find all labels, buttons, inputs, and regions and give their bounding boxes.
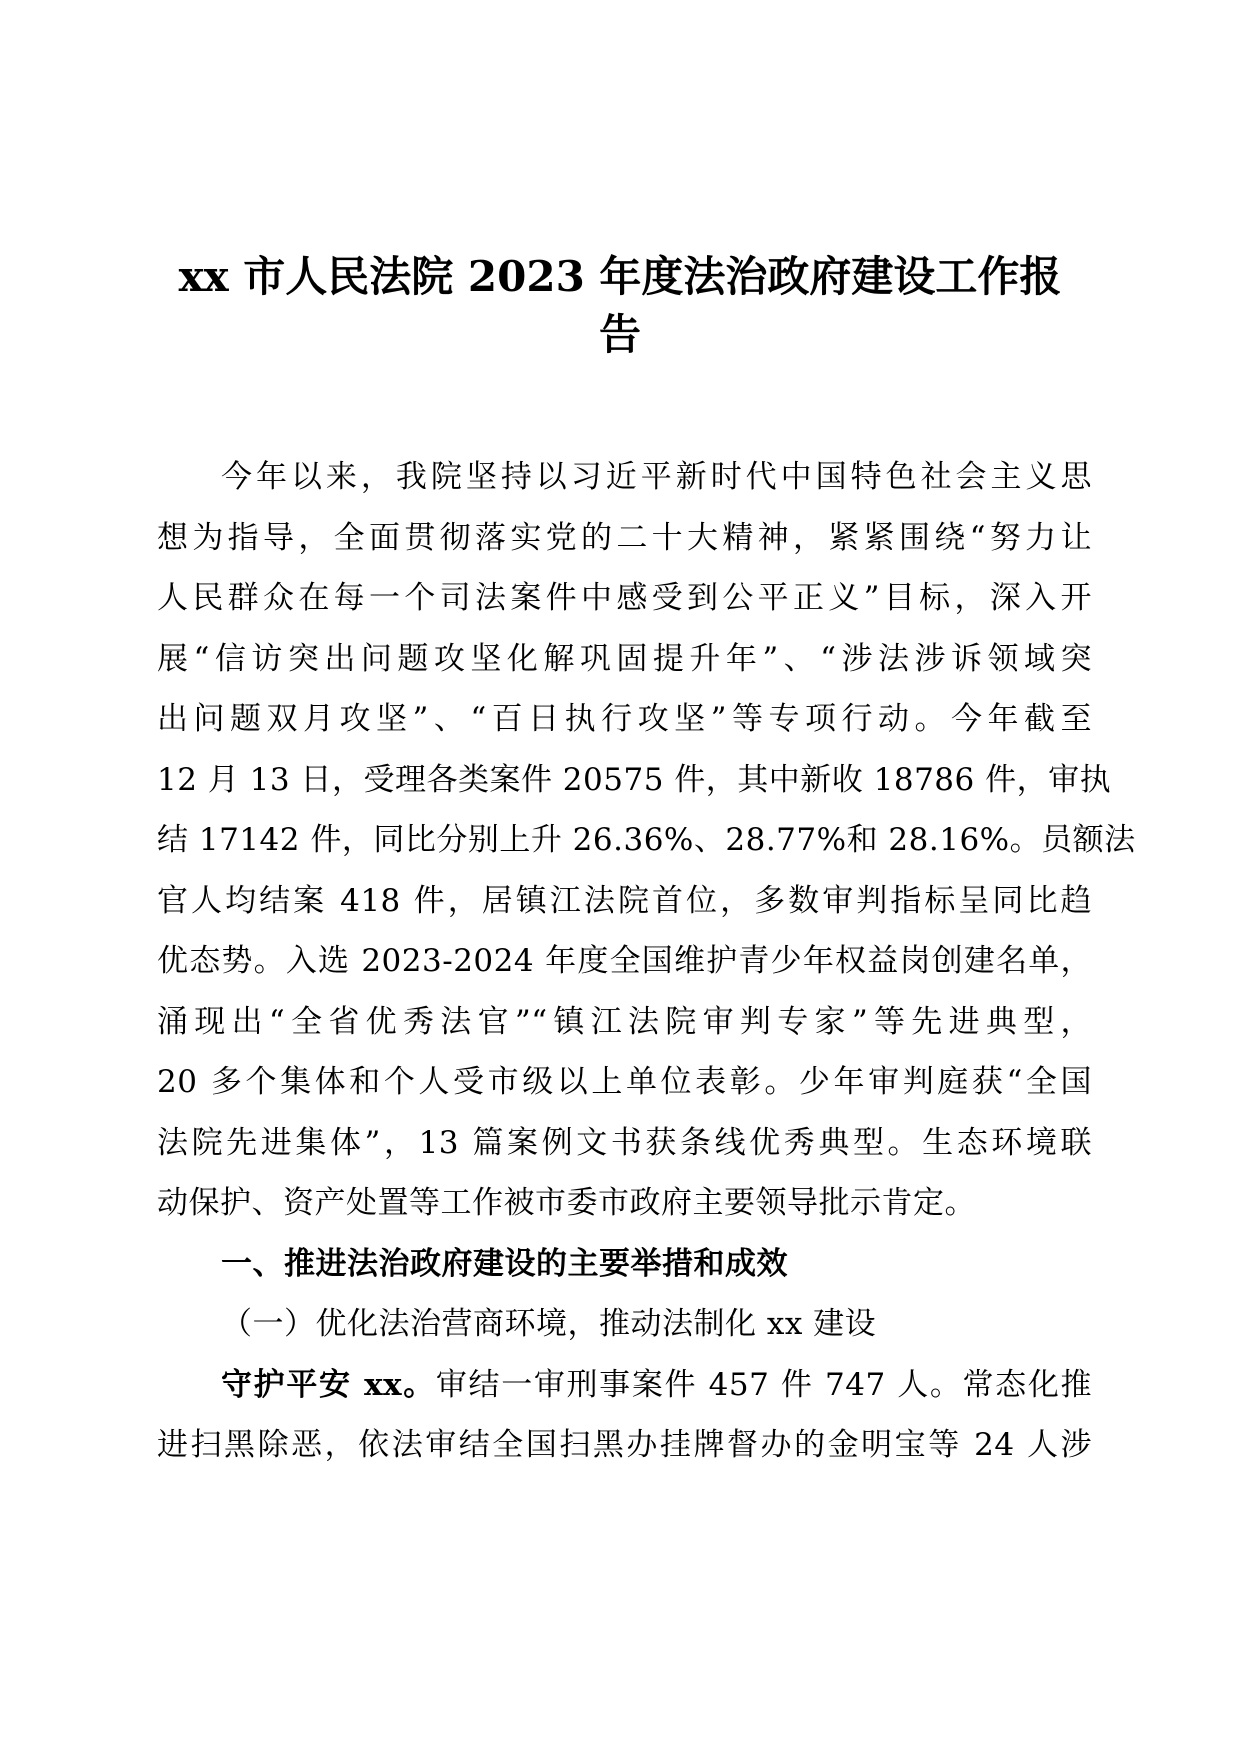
title-line-1: xx 市人民法院 2023 年度法治政府建设工作报 — [178, 252, 1062, 301]
document-title — [140, 248, 1100, 364]
paragraph-1-line: 12 月 13 日，受理各类案件 20575 件，其中新收 18786 件，审执 — [157, 761, 1112, 798]
subsection-heading-1: （一）优化法治营商环境，推动法制化 xx 建设 — [221, 1306, 877, 1342]
paragraph-1-line: 出问题双月攻坚”、“百日执行攻坚”等专项行动。今年截至 — [157, 701, 1092, 737]
paragraph-1-line: 20 多个集体和个人受市级以上单位表彰。少年审判庭获“全国 — [157, 1064, 1092, 1100]
paragraph-1-line: 动保护、资产处置等工作被市委市政府主要领导批示肯定。 — [157, 1185, 976, 1221]
paragraph-2-line — [157, 1355, 1092, 1416]
title-line-2: 告 — [598, 310, 641, 359]
paragraph-1-line: 今年以来，我院坚持以习近平新时代中国特色社会主义思 — [221, 459, 1092, 495]
paragraph-1-line: 官人均结案 418 件，居镇江法院首位，多数审判指标呈同比趋 — [157, 882, 1092, 919]
paragraph-1-line: 人民群众在每一个司法案件中感受到公平正义”目标，深入开 — [157, 580, 1092, 616]
document-body — [157, 447, 1136, 1476]
paragraph-1-line: 结 17142 件，同比分别上升 26.36%、28.77%和 28.16%。员额法 — [157, 822, 1136, 858]
paragraph-1-line: 展“信访突出问题攻坚化解巩固提升年”、“涉法涉诉领域突 — [157, 640, 1092, 677]
paragraph-1-line: 想为指导，全面贯彻落实党的二十大精神，紧紧围绕“努力让 — [157, 519, 1092, 556]
section-heading-1: 一、推进法治政府建设的主要举措和成效 — [221, 1245, 788, 1282]
paragraph-1-line: 优态势。入选 2023-2024 年度全国维护青少年权益岗创建名单， — [157, 943, 1092, 979]
paragraph-2-lead: 守护平安 xx。 — [221, 1366, 436, 1403]
paragraph-1-line: 法院先进集体”，13 篇案例文书获条线优秀典型。生态环境联 — [157, 1124, 1092, 1161]
paragraph-2-line: 进扫黑除恶，依法审结全国扫黑办挂牌督办的金明宝等 24 人涉 — [157, 1427, 1092, 1463]
paragraph-1-line: 涌现出“全省优秀法官”“镇江法院审判专家”等先进典型， — [157, 1003, 1092, 1040]
paragraph-2-line-1-text: 审结一审刑事案件 457 件 747 人。常态化推 — [435, 1366, 1092, 1403]
